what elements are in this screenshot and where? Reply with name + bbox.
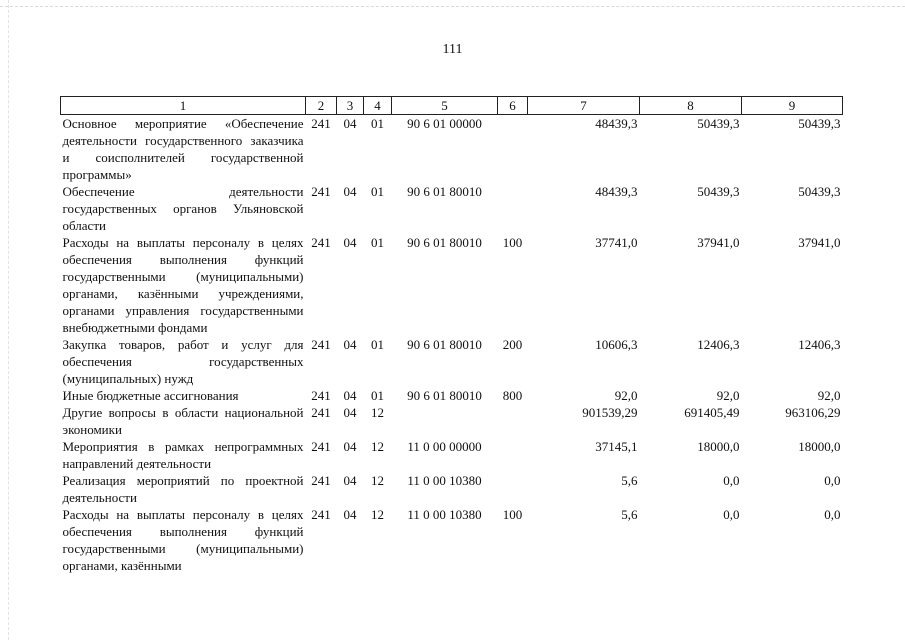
cell-amount-col9: 37941,0 xyxy=(798,235,841,250)
cell-amount-col9: 963106,29 xyxy=(785,405,841,420)
cell-amount-col7: 37741,0 xyxy=(595,235,638,250)
row-name-cell: Иные бюджетные ассигнования xyxy=(62,388,239,403)
cell-subsection: 12 xyxy=(371,507,384,522)
table-body xyxy=(61,115,843,575)
cell-section: 04 xyxy=(343,405,357,420)
row-name-cell: Расходы на выплаты персоналу в целях обеспечения выполнения функций государственными (муниципальными) органами, казёнными учреждениями, органами управления государственными внебюджетными фондами xyxy=(62,235,304,335)
cell-target-article: 90 6 01 00000 xyxy=(407,116,482,131)
cell-amount-col7: 37145,1 xyxy=(595,439,638,454)
cell-ministry-code: 241 xyxy=(311,337,331,352)
cell-amount-col7: 92,0 xyxy=(614,388,638,403)
table-row xyxy=(61,387,843,404)
cell-amount-col8: 691405,49 xyxy=(684,405,740,420)
cell-target-article: 90 6 01 80010 xyxy=(407,388,482,403)
column-header: 2 xyxy=(306,97,337,115)
cell-expense-type xyxy=(498,438,528,472)
cell-amount-col8: 37941,0 xyxy=(697,235,740,250)
cell-amount-col9: 50439,3 xyxy=(798,184,841,199)
cell-section: 04 xyxy=(343,388,357,403)
row-name-cell: Обеспечение деятельности государственных органов Ульяновской области xyxy=(62,184,304,233)
budget-table xyxy=(60,96,843,574)
cell-amount-col7: 5,6 xyxy=(621,473,638,488)
cell-amount-col7: 10606,3 xyxy=(595,337,638,352)
cell-ministry-code: 241 xyxy=(311,405,331,420)
column-header: 7 xyxy=(528,97,640,115)
row-name-cell: Реализация мероприятий по проектной деятельности xyxy=(62,473,304,505)
row-name-cell: Другие вопросы в области национальной экономики xyxy=(62,405,304,437)
cell-target-article: 90 6 01 80010 xyxy=(407,235,482,250)
cell-section: 04 xyxy=(343,184,357,199)
column-header: 5 xyxy=(392,97,498,115)
cell-expense-type: 100 xyxy=(502,507,523,522)
cell-amount-col9: 12406,3 xyxy=(798,337,841,352)
cell-target-article: 90 6 01 80010 xyxy=(407,337,482,352)
table-header-row xyxy=(61,97,843,115)
cell-target-article xyxy=(392,404,498,438)
scan-edge-top xyxy=(0,6,905,7)
cell-subsection: 01 xyxy=(371,337,384,352)
cell-subsection: 12 xyxy=(371,473,384,488)
row-name-cell: Расходы на выплаты персоналу в целях обеспечения выполнения функций государственными (муниципальными) органами, казёнными xyxy=(62,507,304,573)
cell-target-article: 11 0 00 10380 xyxy=(407,473,482,488)
cell-amount-col9: 0,0 xyxy=(824,473,841,488)
cell-expense-type: 200 xyxy=(502,337,523,352)
table-row xyxy=(61,115,843,184)
scan-edge-left xyxy=(8,0,9,640)
column-header: 9 xyxy=(742,97,843,115)
cell-amount-col9: 18000,0 xyxy=(798,439,841,454)
column-header: 4 xyxy=(364,97,392,115)
cell-amount-col8: 12406,3 xyxy=(697,337,740,352)
cell-subsection: 01 xyxy=(371,235,384,250)
table-row xyxy=(61,506,843,574)
cell-amount-col8: 0,0 xyxy=(723,473,740,488)
cell-amount-col7: 48439,3 xyxy=(595,184,638,199)
cell-subsection: 01 xyxy=(371,388,384,403)
cell-ministry-code: 241 xyxy=(311,439,331,454)
row-name-cell: Мероприятия в рамках непрограммных направлений деятельности xyxy=(62,439,304,471)
table-row xyxy=(61,234,843,336)
table-row xyxy=(61,404,843,438)
cell-amount-col7: 901539,29 xyxy=(582,405,638,420)
cell-target-article: 11 0 00 00000 xyxy=(407,439,482,454)
cell-amount-col8: 18000,0 xyxy=(697,439,740,454)
cell-subsection: 01 xyxy=(371,184,384,199)
cell-ministry-code: 241 xyxy=(311,184,331,199)
column-header: 6 xyxy=(498,97,528,115)
cell-amount-col7: 5,6 xyxy=(621,507,638,522)
cell-target-article: 11 0 00 10380 xyxy=(407,507,482,522)
cell-section: 04 xyxy=(343,439,357,454)
column-header: 3 xyxy=(337,97,364,115)
cell-subsection: 12 xyxy=(371,405,384,420)
cell-ministry-code: 241 xyxy=(311,507,331,522)
cell-section: 04 xyxy=(343,473,357,488)
table-row xyxy=(61,438,843,472)
cell-amount-col8: 0,0 xyxy=(723,507,740,522)
cell-ministry-code: 241 xyxy=(311,473,331,488)
cell-amount-col9: 50439,3 xyxy=(798,116,841,131)
table-row xyxy=(61,183,843,234)
table-row xyxy=(61,336,843,387)
row-name-cell: Основное мероприятие «Обеспечение деятельности государственного заказчика и соисполнителей государственной программы» xyxy=(62,116,304,182)
cell-expense-type xyxy=(498,115,528,184)
cell-target-article: 90 6 01 80010 xyxy=(407,184,482,199)
cell-ministry-code: 241 xyxy=(311,388,331,403)
row-name-cell: Закупка товаров, работ и услуг для обеспечения государственных (муниципальных) нужд xyxy=(62,337,304,386)
cell-subsection: 12 xyxy=(371,439,384,454)
cell-amount-col8: 50439,3 xyxy=(697,116,740,131)
page-number: 111 xyxy=(442,42,463,57)
cell-amount-col7: 48439,3 xyxy=(595,116,638,131)
cell-ministry-code: 241 xyxy=(311,235,331,250)
cell-section: 04 xyxy=(343,116,357,131)
cell-amount-col8: 50439,3 xyxy=(697,184,740,199)
cell-amount-col8: 92,0 xyxy=(716,388,740,403)
column-header: 1 xyxy=(61,97,306,115)
cell-amount-col9: 92,0 xyxy=(817,388,841,403)
cell-expense-type xyxy=(498,472,528,506)
cell-section: 04 xyxy=(343,507,357,522)
cell-expense-type xyxy=(498,404,528,438)
table-row xyxy=(61,472,843,506)
cell-section: 04 xyxy=(343,337,357,352)
cell-expense-type xyxy=(498,183,528,234)
cell-expense-type: 100 xyxy=(502,235,523,250)
cell-expense-type: 800 xyxy=(502,388,523,403)
cell-subsection: 01 xyxy=(371,116,384,131)
column-header: 8 xyxy=(640,97,742,115)
cell-amount-col9: 0,0 xyxy=(824,507,841,522)
cell-section: 04 xyxy=(343,235,357,250)
cell-ministry-code: 241 xyxy=(311,116,331,131)
